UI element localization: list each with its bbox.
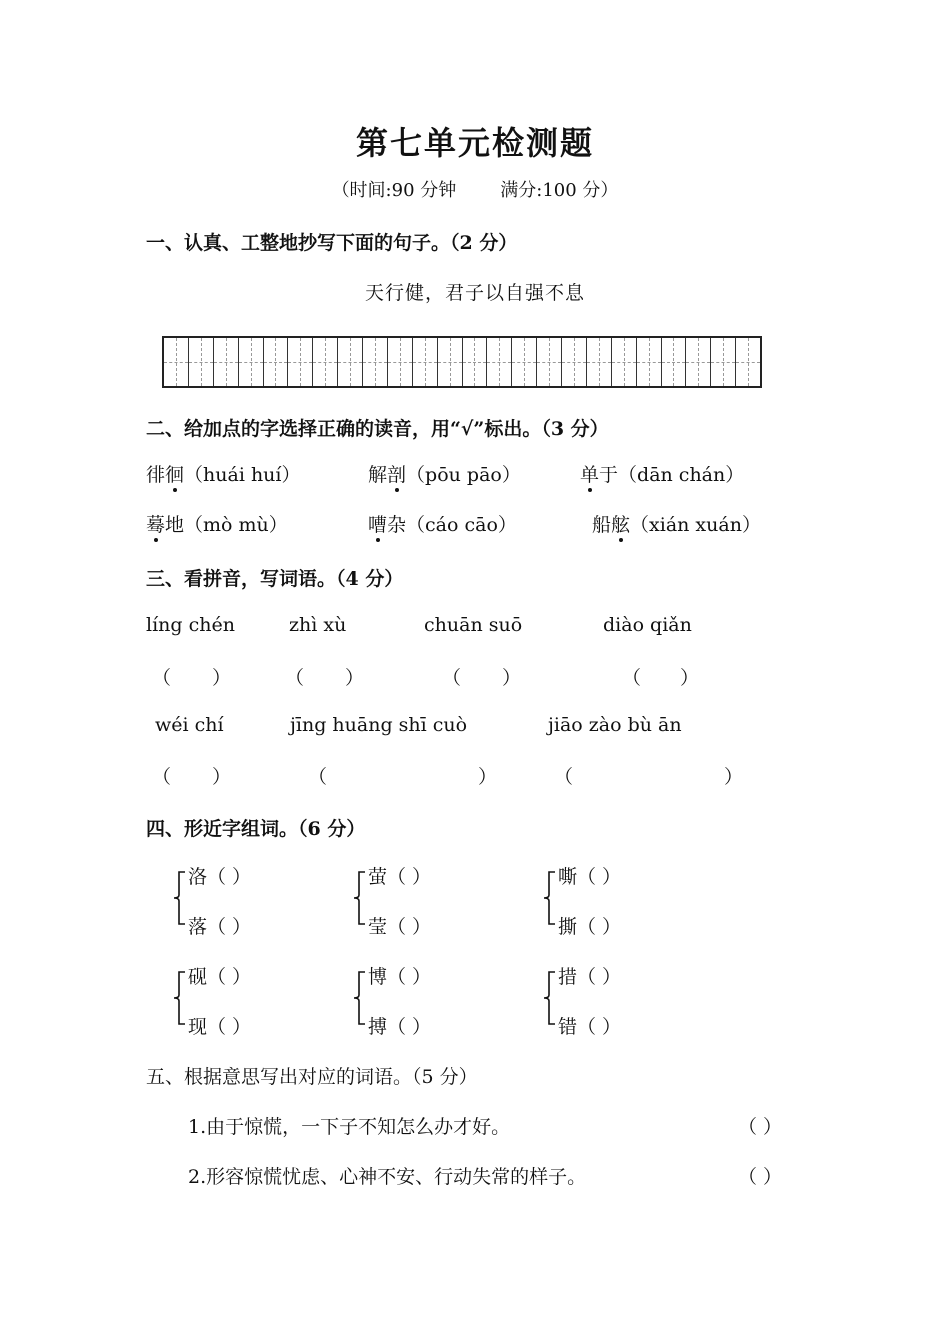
section2-heading: 二、给加点的字选择正确的读音，用“√”标出。（3 分） [146,418,609,440]
answer-paren-open: （ [622,667,642,689]
similar-char: 错 [558,1016,578,1038]
pinyin-item: jīng huāng shī cuò [290,714,468,736]
similar-char-item [188,912,251,939]
grid-cell[interactable] [637,338,662,386]
grid-cell[interactable] [313,338,338,386]
pinyin-item: líng chén [146,614,235,636]
pinyin-item: chuān suō [424,614,523,636]
answer-blank[interactable]: （ ） [738,1166,783,1188]
grid-cell[interactable] [338,338,363,386]
grid-cell[interactable] [438,338,463,386]
dotted-char: 徊 [165,464,185,486]
grid-cell[interactable] [214,338,239,386]
brace-icon [352,970,366,1026]
answer-blank[interactable]: （ ） [738,1116,783,1138]
answer-paren-open: （ [442,667,462,689]
answer-blank[interactable]: （ ） [577,1016,622,1038]
similar-char: 洛 [188,866,208,888]
similar-char-item [368,862,431,889]
dotted-char: 剖 [387,464,407,486]
word-char: 解 [368,464,388,486]
similar-char-item [368,962,431,989]
brace-icon [542,870,556,926]
section3-heading: 三、看拼音，写词语。（4 分） [146,568,404,590]
answer-paren-open: （ [152,667,172,689]
similar-char-item [558,912,621,939]
pronunciation-options[interactable]: （pōu pāo） [406,464,521,486]
similar-char: 措 [558,966,578,988]
grid-cell[interactable] [537,338,562,386]
answer-paren-open: （ [308,766,328,788]
pinyin-item: zhì xù [289,614,347,636]
dotted-char: 舷 [611,514,631,536]
pronunciation-item [368,510,517,537]
grid-cell[interactable] [736,338,760,386]
answer-paren-close: ） [478,766,498,788]
dotted-char: 嘈 [368,514,388,536]
answer-paren-open: （ [152,766,172,788]
grid-cell[interactable] [612,338,637,386]
answer-paren-close: ） [724,766,744,788]
answer-paren-open: （ [554,766,574,788]
answer-blank[interactable]: （ ） [387,866,432,888]
similar-char: 搏 [368,1016,388,1038]
similar-char-item [188,962,251,989]
answer-blank[interactable]: （ ） [387,916,432,938]
grid-cell[interactable] [686,338,711,386]
similar-char: 落 [188,916,208,938]
grid-cell[interactable] [288,338,313,386]
answer-blank[interactable]: （ ） [207,966,252,988]
section5-heading: 五、根据意思写出对应的词语。（5 分） [146,1066,478,1088]
similar-char: 博 [368,966,388,988]
similar-char-item [368,1012,431,1039]
similar-char-item [368,912,431,939]
pronunciation-item [368,460,521,487]
pronunciation-item [146,460,301,487]
answer-blank[interactable]: （ ） [577,866,622,888]
grid-cell[interactable] [264,338,289,386]
similar-char: 嘶 [558,866,578,888]
section1-heading: 一、认真、工整地抄写下面的句子。（2 分） [146,232,518,254]
answer-paren-close: ） [345,667,365,689]
answer-paren-close: ） [502,667,522,689]
similar-char: 莹 [368,916,388,938]
brace-icon [542,970,556,1026]
definition-item: 1.由于惊慌，一下子不知怎么办才好。 [188,1116,511,1138]
answer-paren-open: （ [285,667,305,689]
pronunciation-item [580,460,744,487]
grid-cell[interactable] [463,338,488,386]
pronunciation-item [146,510,288,537]
answer-paren-close: ） [680,667,700,689]
dotted-char: 蓦 [146,514,166,536]
grid-cell[interactable] [363,338,388,386]
pronunciation-options[interactable]: （xián xuán） [630,514,761,536]
grid-cell[interactable] [164,338,189,386]
grid-cell[interactable] [587,338,612,386]
dotted-char: 单 [580,464,600,486]
word-char: 杂 [387,514,407,536]
section4-heading: 四、形近字组词。（6 分） [146,818,366,840]
similar-char-item [558,1012,621,1039]
answer-blank[interactable]: （ ） [207,866,252,888]
word-char: 地 [165,514,185,536]
exam-score: 满分:100 分） [500,180,619,201]
pronunciation-options[interactable]: （mò mù） [184,514,288,536]
answer-blank[interactable]: （ ） [207,916,252,938]
answer-blank[interactable]: （ ） [577,966,622,988]
similar-char-item [188,1012,251,1039]
pronunciation-options[interactable]: （dān chán） [618,464,745,486]
pinyin-item: wéi chí [155,714,224,736]
grid-cell[interactable] [388,338,413,386]
similar-char: 撕 [558,916,578,938]
brace-icon [172,970,186,1026]
page-title: 第七单元检测题 [355,124,594,162]
brace-icon [172,870,186,926]
pronunciation-item [592,510,761,537]
similar-char-item [558,862,621,889]
grid-cell[interactable] [189,338,214,386]
grid-cell[interactable] [512,338,537,386]
grid-cell[interactable] [662,338,687,386]
answer-blank[interactable]: （ ） [207,1016,252,1038]
exam-info [0,176,950,202]
similar-char: 现 [188,1016,208,1038]
grid-cell[interactable] [487,338,512,386]
brace-icon [352,870,366,926]
word-char: 于 [599,464,619,486]
grid-cell[interactable] [562,338,587,386]
answer-blank[interactable]: （ ） [387,966,432,988]
similar-char-item [558,962,621,989]
copy-sentence: 天行健，君子以自强不息 [364,282,585,304]
similar-char: 萤 [368,866,388,888]
similar-char-item [188,862,251,889]
pinyin-item: diào qiǎn [603,614,692,636]
similar-char: 砚 [188,966,208,988]
word-char: 徘 [146,464,166,486]
pronunciation-options[interactable]: （huái huí） [184,464,301,486]
answer-paren-close: ） [212,766,232,788]
word-char: 船 [592,514,612,536]
pinyin-item: jiāo zào bù ān [548,714,682,736]
answer-paren-close: ） [212,667,232,689]
answer-blank[interactable]: （ ） [387,1016,432,1038]
pronunciation-options[interactable]: （cáo cāo） [406,514,517,536]
grid-cell[interactable] [413,338,438,386]
exam-time: （时间:90 分钟 [331,180,457,201]
writing-grid[interactable] [162,336,762,388]
grid-cell[interactable] [239,338,264,386]
definition-item: 2.形容惊慌忧虑、心神不安、行动失常的样子。 [188,1166,587,1188]
grid-cell[interactable] [711,338,736,386]
answer-blank[interactable]: （ ） [577,916,622,938]
